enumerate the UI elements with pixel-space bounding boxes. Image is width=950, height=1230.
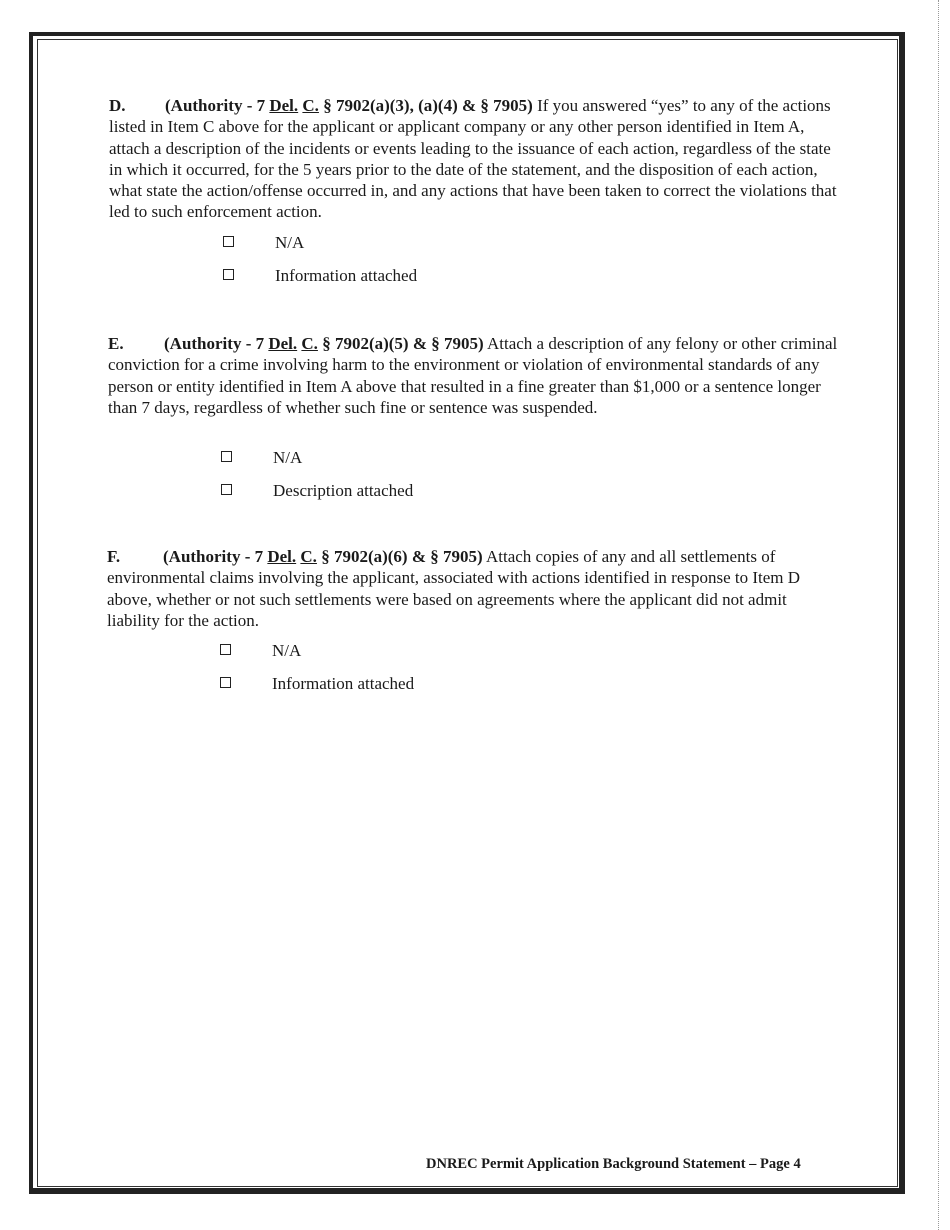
section-body: Attach copies of any and all settlements of environmental claims involving the applicant, associated with actions identified in response to Item D above, whether or not such settlements were based on agreements where the applicant did not admit liability for the action.	[107, 547, 801, 630]
option-label: Information attached	[275, 266, 418, 285]
option-label: Description attached	[273, 481, 414, 500]
section-f	[107, 546, 837, 631]
checkbox[interactable]	[221, 484, 232, 495]
option-label: N/A	[275, 233, 305, 252]
option-label: N/A	[272, 641, 302, 660]
authority-citation: (Authority - 7 Del. C. § 7902(a)(5) & § 7905)	[164, 334, 484, 353]
authority-citation: (Authority - 7 Del. C. § 7902(a)(6) & § 7905)	[163, 547, 483, 566]
authority-citation: (Authority - 7 Del. C. § 7902(a)(3), (a)(4) & § 7905)	[165, 96, 533, 115]
scan-edge	[938, 0, 941, 1230]
section-body: Attach a description of any felony or other criminal conviction for a crime involving harm to the environment or violation of environmental standards of any person or entity identified in Item A above that resulted in a fine greater than $1,000 or a sentence longer than 7 days, regardless of whether such fine or sentence was suspended.	[108, 334, 838, 417]
checkbox[interactable]	[223, 236, 234, 247]
checkbox[interactable]	[220, 677, 231, 688]
section-letter: F.	[107, 547, 121, 566]
section-letter: D.	[109, 96, 126, 115]
checkbox[interactable]	[223, 269, 234, 280]
checkbox[interactable]	[220, 644, 231, 655]
checkbox[interactable]	[221, 451, 232, 462]
section-d	[109, 95, 839, 223]
option-label: Information attached	[272, 674, 415, 693]
option-label: N/A	[273, 448, 303, 467]
section-e	[108, 333, 838, 418]
page-footer: DNREC Permit Application Background Statement – Page 4	[426, 1156, 801, 1172]
section-letter: E.	[108, 334, 124, 353]
section-body: If you answered “yes” to any of the actions listed in Item C above for the applicant or applicant company or any other person identified in Item A, attach a description of the incidents or events leading to the issuance of each action, regardless of the state in which it occurred, for the 5 years prior to the date of the statement, and the disposition of each action, what state the action/offense occurred in, and any actions that have been taken to correct the violations that led to such enforcement action.	[109, 96, 837, 222]
